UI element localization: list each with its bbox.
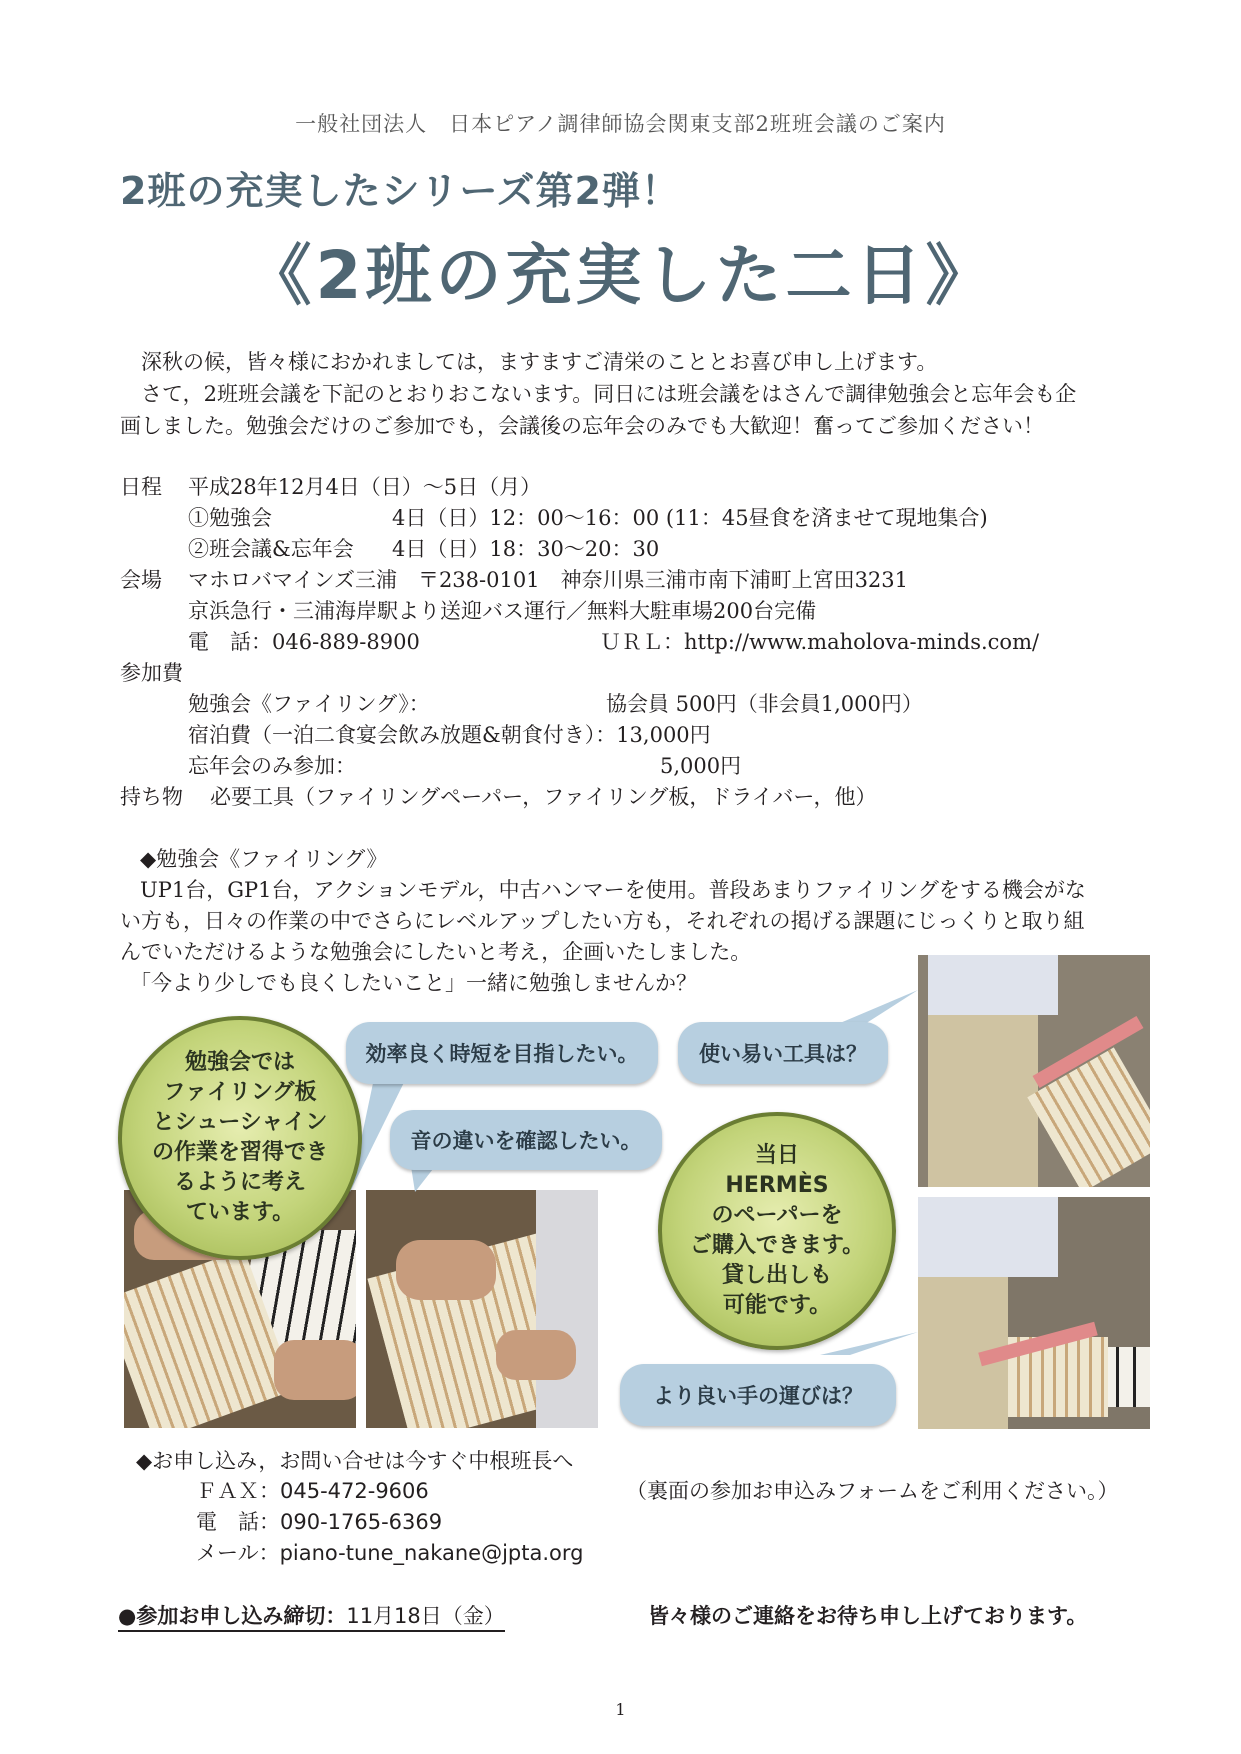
fee-party-name: 忘年会のみ参加： bbox=[188, 754, 356, 778]
closing-message: 皆々様のご連絡をお待ち申し上げております。 bbox=[648, 1604, 1088, 1628]
circle-line: 貸し出しも bbox=[721, 1263, 832, 1288]
schedule-item2-time: 4日（日）18：30～20：30 bbox=[392, 537, 660, 561]
series-heading: 2班の充実したシリーズ第2弾！ bbox=[120, 169, 680, 213]
circle-line: 勉強会では bbox=[184, 1050, 295, 1075]
schedule-label: 日程 bbox=[120, 475, 162, 499]
schedule-item1-time: 4日（日）12：00～16：00 (11：45昼食を済ませて現地集合) bbox=[392, 506, 988, 530]
study-line: んでいただけるような勉強会にしたいと考え，企画いたしました。 bbox=[120, 940, 752, 964]
speech-bubble-tools: 使い易い工具は？ bbox=[678, 1022, 888, 1084]
page-number: 1 bbox=[615, 1700, 626, 1719]
deadline-label: ●参加お申し込み締切： bbox=[118, 1604, 347, 1628]
speech-bubble-hand: より良い手の運びは？ bbox=[620, 1364, 896, 1426]
study-heading: ◆勉強会《ファイリング》 bbox=[140, 847, 388, 871]
speech-bubble-efficiency: 効率良く時短を目指したい。 bbox=[346, 1022, 658, 1084]
info-circle-hermes bbox=[658, 1112, 896, 1350]
schedule-item2-name: ②班会議&忘年会 bbox=[188, 537, 354, 561]
circle-line: るように考え bbox=[173, 1170, 306, 1195]
fees-label: 参加費 bbox=[120, 661, 183, 685]
fee-study-name: 勉強会《ファイリング》： bbox=[188, 692, 430, 716]
fee-study-price: 協会員 500円（非会員1,000円） bbox=[606, 692, 923, 716]
schedule-item1-name: ①勉強会 bbox=[188, 506, 272, 530]
contact-fax: ＦＡＸ：045-472-9606 bbox=[196, 1479, 429, 1503]
bubble-tail-4 bbox=[820, 1332, 918, 1355]
circle-line: 当日 bbox=[754, 1143, 799, 1168]
schedule-dates: 平成28年12月4日（日）～5日（月） bbox=[188, 475, 542, 499]
circle-line: HERMÈS bbox=[725, 1173, 829, 1198]
circle-line: のペーパーを bbox=[711, 1203, 843, 1228]
circle-line: ています。 bbox=[185, 1200, 295, 1225]
venue-name: マホロバマインズ三浦 〒238-0101 神奈川県三浦市南下浦町上宮田3231 bbox=[188, 568, 909, 592]
venue-label: 会場 bbox=[120, 568, 162, 592]
study-line: UP1台，GP1台，アクションモデル，中古ハンマーを使用。普段あまりファイリングをする機会がな bbox=[140, 878, 1086, 902]
info-circle-study bbox=[118, 1016, 362, 1260]
contact-tel: 電 話：090-1765-6369 bbox=[196, 1510, 443, 1534]
header-subtitle: 一般社団法人 日本ピアノ調律師協会関東支部2班班会議のご案内 bbox=[295, 112, 946, 136]
items-text: 必要工具（ファイリングペーパー，ファイリング板，ドライバー，他） bbox=[210, 785, 877, 809]
circle-line: とシューシャイン bbox=[152, 1110, 328, 1135]
study-line: 「今より少しでも良くしたいこと」一緒に勉強しませんか？ bbox=[130, 971, 697, 995]
deadline bbox=[118, 1600, 505, 1632]
fee-lodging: 宿泊費（一泊二食宴会飲み放題&朝食付き）：13,000円 bbox=[188, 723, 711, 747]
intro-line: 画しました。勉強会だけのご参加でも，会議後の忘年会のみでも大歓迎！奮ってご参加ください！ bbox=[120, 414, 1044, 438]
circle-line: ご購入できます。 bbox=[689, 1233, 865, 1258]
venue-access: 京浜急行・三浦海岸駅より送迎バス運行／無料大駐車場200台完備 bbox=[188, 599, 817, 623]
circle-line: ファイリング板 bbox=[163, 1080, 317, 1105]
study-line: い方も，日々の作業の中でさらにレベルアップしたい方も，それぞれの掲げる課題にじっくりと取り組 bbox=[120, 909, 1085, 933]
circle-line: の作業を習得でき bbox=[151, 1140, 328, 1165]
deadline-date: 11月18日（金） bbox=[346, 1604, 505, 1628]
contact-note: （裏面の参加お申込みフォームをご利用ください。） bbox=[626, 1479, 1119, 1503]
items-label: 持ち物 bbox=[120, 785, 183, 809]
venue-url[interactable]: ＵＲＬ：http://www.maholova-minds.com/ bbox=[600, 630, 1040, 654]
circle-line: 可能です。 bbox=[722, 1293, 832, 1318]
contact-heading: ◆お申し込み，お問い合せは今すぐ中根班長へ bbox=[136, 1449, 574, 1473]
venue-phone: 電 話：046-889-8900 bbox=[188, 630, 420, 654]
intro-line: さて，2班班会議を下記のとおりおこないます。同日には班会議をはさんで調律勉強会と忘年会も企 bbox=[120, 382, 1077, 406]
speech-bubble-sound: 音の違いを確認したい。 bbox=[390, 1110, 662, 1170]
contact-email[interactable]: メール：piano-tune_nakane@jpta.org bbox=[196, 1541, 584, 1565]
page-title: 《2班の充実した二日》 bbox=[245, 237, 996, 314]
fee-party-price: 5,000円 bbox=[660, 754, 742, 778]
intro-line: 深秋の候，皆々様におかれましては，ますますご清栄のこととお喜び申し上げます。 bbox=[120, 350, 938, 374]
